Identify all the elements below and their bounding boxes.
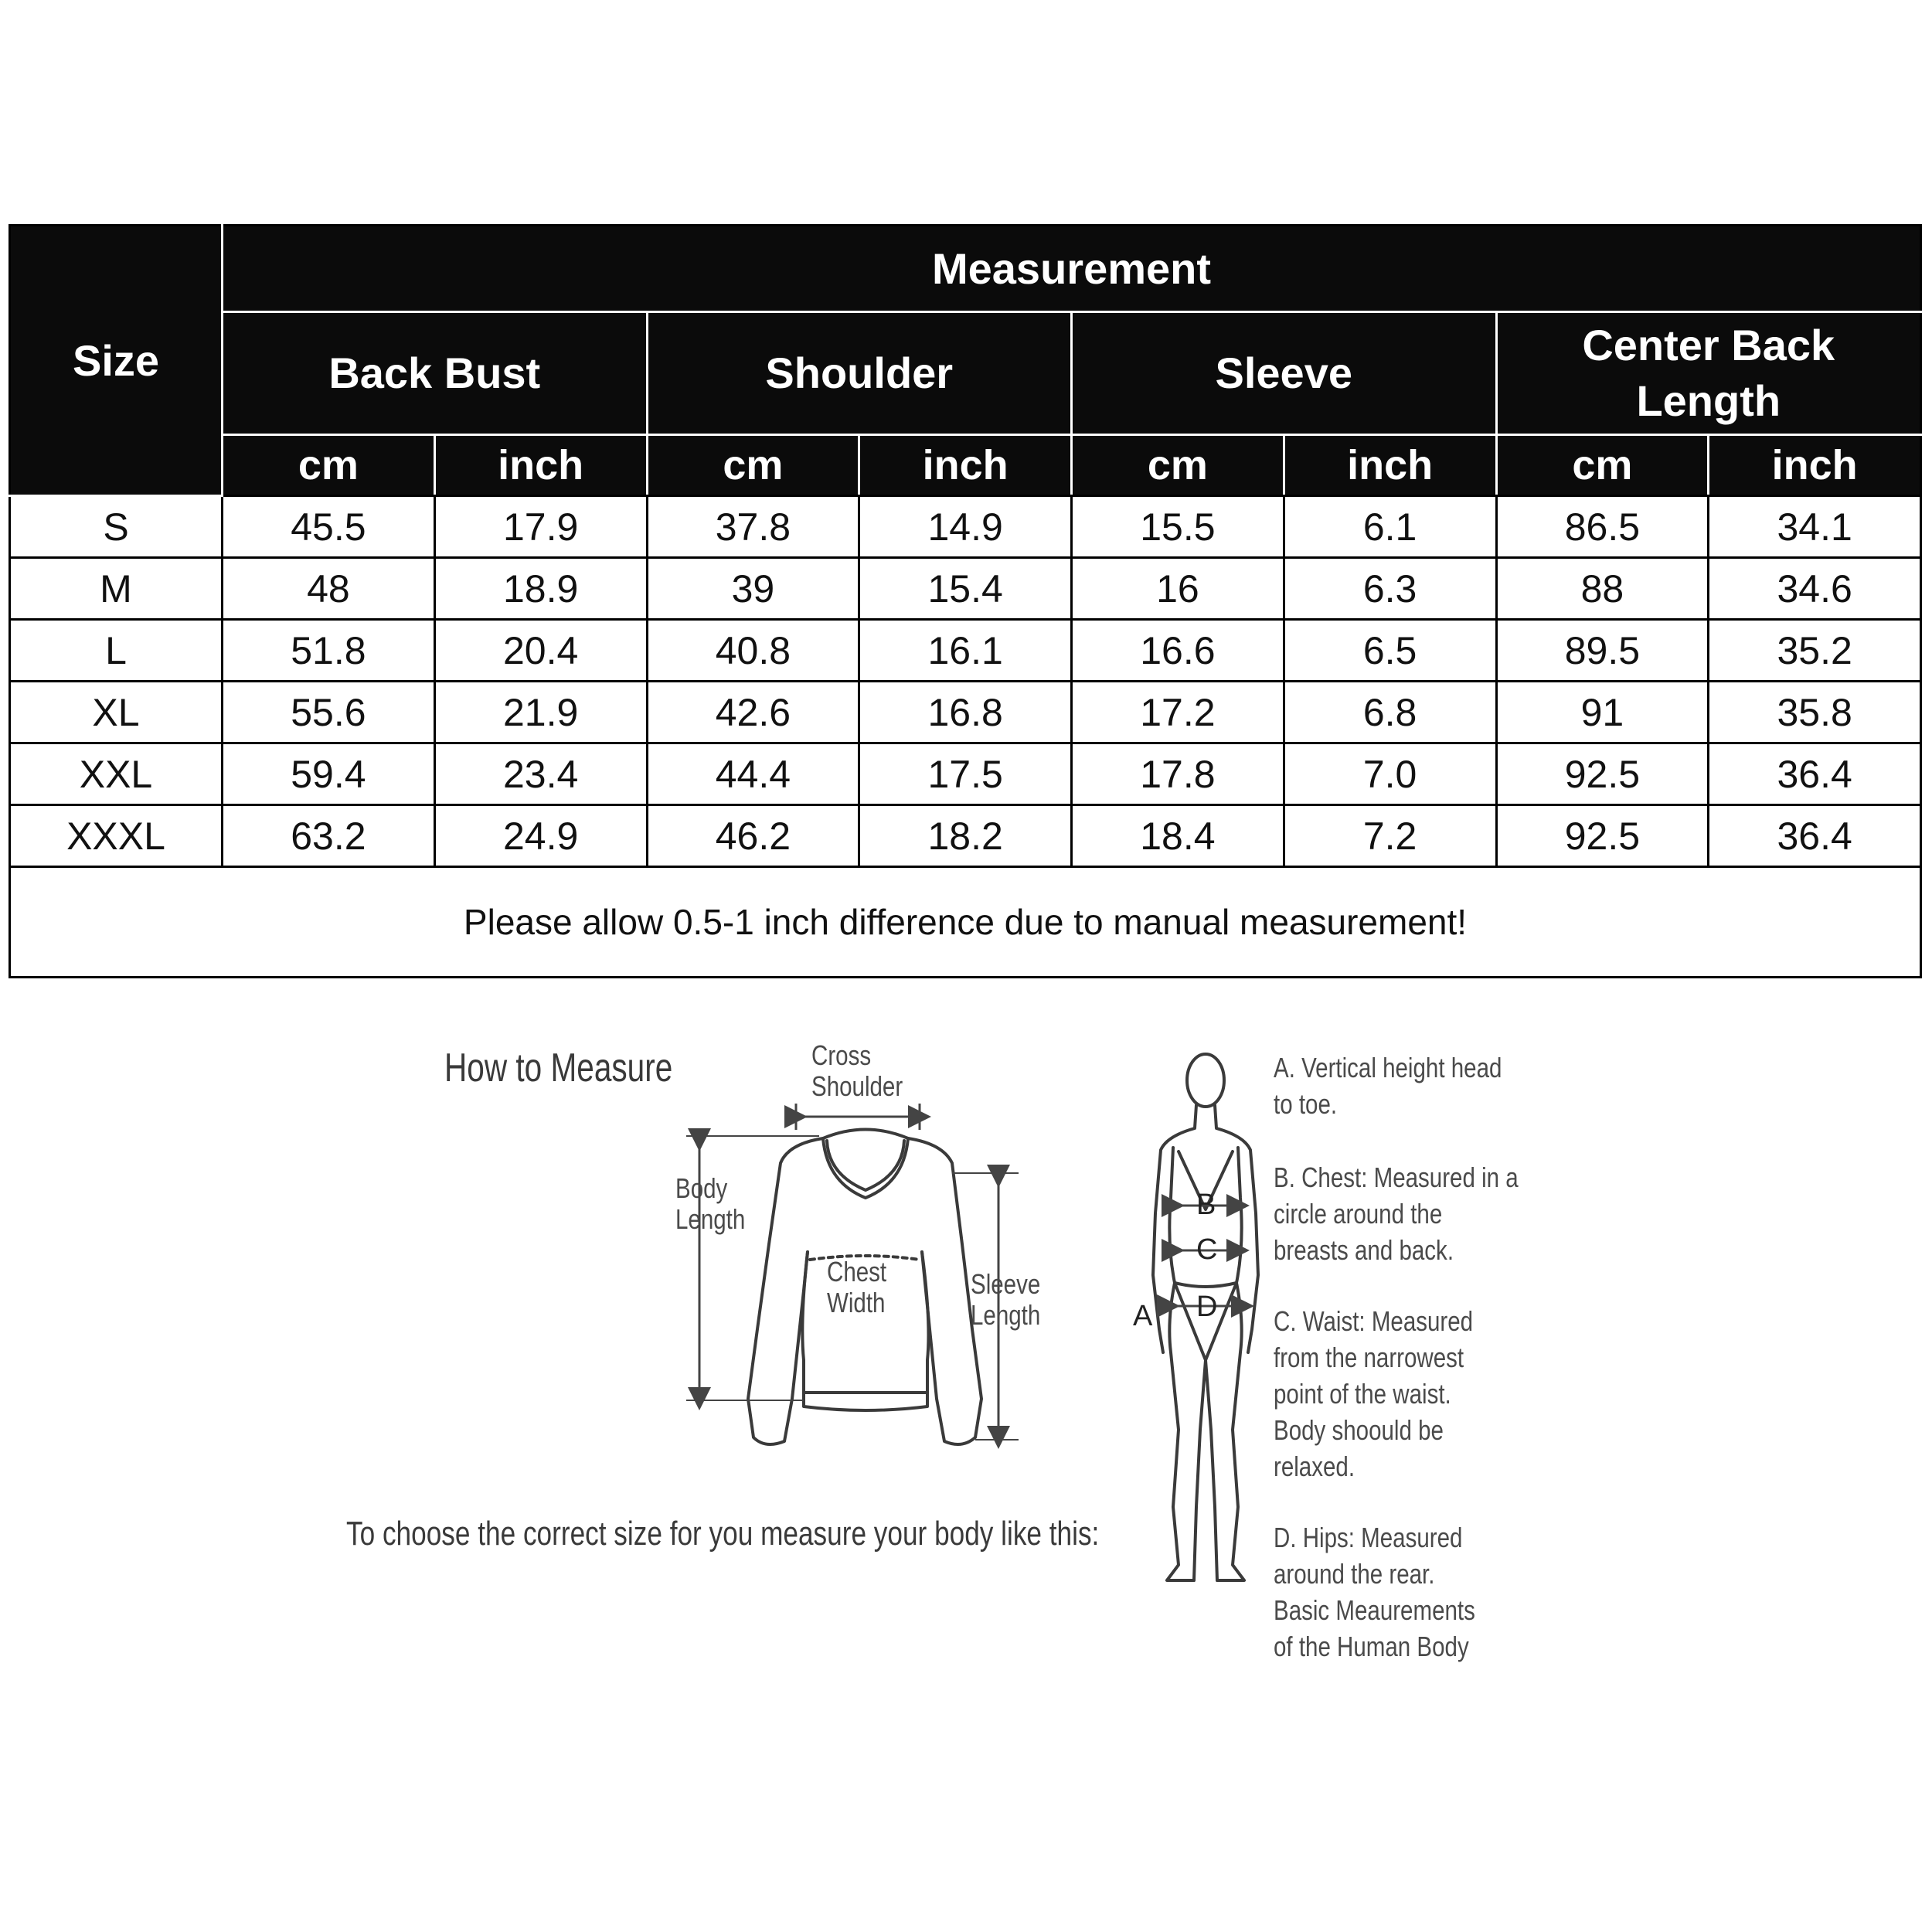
value-cell: 91: [1496, 682, 1709, 743]
value-cell: 6.5: [1284, 620, 1496, 682]
value-cell: 36.4: [1709, 805, 1921, 867]
value-cell: 86.5: [1496, 496, 1709, 558]
value-cell: 16.6: [1072, 620, 1284, 682]
letter-b: B: [1196, 1189, 1216, 1221]
unit-header: cm: [223, 435, 435, 496]
size-cell: XXL: [10, 743, 223, 805]
letter-a: A: [1133, 1300, 1153, 1332]
value-cell: 17.2: [1072, 682, 1284, 743]
value-cell: 45.5: [223, 496, 435, 558]
value-cell: 92.5: [1496, 805, 1709, 867]
value-cell: 46.2: [647, 805, 859, 867]
value-cell: 44.4: [647, 743, 859, 805]
chest-width-label: Chest Width: [827, 1256, 887, 1318]
value-cell: 20.4: [434, 620, 647, 682]
note-b-chest: B. Chest: Measured in a circle around the breasts and back.: [1274, 1162, 1519, 1266]
size-cell: L: [10, 620, 223, 682]
measurement-note: Please allow 0.5-1 inch difference due to manual measurement!: [10, 867, 1921, 978]
value-cell: 34.6: [1709, 558, 1921, 620]
value-cell: 7.0: [1284, 743, 1496, 805]
group-header: Shoulder: [647, 312, 1072, 435]
unit-header: cm: [1496, 435, 1709, 496]
value-cell: 36.4: [1709, 743, 1921, 805]
size-cell: S: [10, 496, 223, 558]
measurement-illustrations: [0, 997, 1932, 1692]
value-cell: 37.8: [647, 496, 859, 558]
value-cell: 7.2: [1284, 805, 1496, 867]
value-cell: 17.8: [1072, 743, 1284, 805]
how-to-measure-title: How to Measure: [444, 1046, 673, 1090]
measurement-header: Measurement: [223, 226, 1921, 312]
letter-c: C: [1196, 1233, 1218, 1266]
value-cell: 35.8: [1709, 682, 1921, 743]
table-row: [10, 620, 1921, 682]
unit-header: inch: [1284, 435, 1496, 496]
value-cell: 17.9: [434, 496, 647, 558]
unit-header: cm: [1072, 435, 1284, 496]
value-cell: 18.4: [1072, 805, 1284, 867]
unit-header: inch: [434, 435, 647, 496]
unit-header: inch: [859, 435, 1072, 496]
value-cell: 21.9: [434, 682, 647, 743]
table-row: [10, 805, 1921, 867]
value-cell: 39: [647, 558, 859, 620]
value-cell: 16: [1072, 558, 1284, 620]
value-cell: 51.8: [223, 620, 435, 682]
value-cell: 40.8: [647, 620, 859, 682]
letter-d: D: [1196, 1291, 1218, 1323]
value-cell: 17.5: [859, 743, 1072, 805]
value-cell: 18.9: [434, 558, 647, 620]
value-cell: 14.9: [859, 496, 1072, 558]
value-cell: 88: [1496, 558, 1709, 620]
table-row: [10, 682, 1921, 743]
sleeve-length-label: Sleeve Length: [971, 1268, 1041, 1331]
size-chart-table: [9, 224, 1922, 978]
value-cell: 18.2: [859, 805, 1072, 867]
value-cell: 48: [223, 558, 435, 620]
unit-header: cm: [647, 435, 859, 496]
how-to-measure-guide: [0, 997, 1932, 1692]
note-d-hips: D. Hips: Measured around the rear. Basic Meaurements of the Human Body: [1274, 1522, 1475, 1662]
cross-shoulder-label: Cross Shoulder: [811, 1039, 903, 1102]
value-cell: 6.1: [1284, 496, 1496, 558]
size-cell: M: [10, 558, 223, 620]
table-row: [10, 558, 1921, 620]
value-cell: 35.2: [1709, 620, 1921, 682]
value-cell: 55.6: [223, 682, 435, 743]
group-header: Sleeve: [1072, 312, 1497, 435]
size-cell: XXXL: [10, 805, 223, 867]
instruction-text: To choose the correct size for you measure your body like this:: [346, 1515, 1100, 1553]
note-a-height: A. Vertical height head to toe.: [1274, 1052, 1502, 1120]
size-cell: XL: [10, 682, 223, 743]
size-column-header: Size: [10, 226, 223, 496]
value-cell: 6.3: [1284, 558, 1496, 620]
group-header: Back Bust: [223, 312, 648, 435]
value-cell: 89.5: [1496, 620, 1709, 682]
table-row: [10, 496, 1921, 558]
value-cell: 16.1: [859, 620, 1072, 682]
unit-header: inch: [1709, 435, 1921, 496]
value-cell: 15.5: [1072, 496, 1284, 558]
value-cell: 16.8: [859, 682, 1072, 743]
value-cell: 34.1: [1709, 496, 1921, 558]
group-header: Center Back Length: [1496, 312, 1921, 435]
value-cell: 63.2: [223, 805, 435, 867]
body-length-label: Body Length: [675, 1172, 746, 1235]
value-cell: 92.5: [1496, 743, 1709, 805]
note-c-waist: C. Waist: Measured from the narrowest point of the waist. Body shoould be relaxed.: [1274, 1305, 1474, 1482]
value-cell: 59.4: [223, 743, 435, 805]
table-row: [10, 743, 1921, 805]
value-cell: 24.9: [434, 805, 647, 867]
value-cell: 42.6: [647, 682, 859, 743]
value-cell: 23.4: [434, 743, 647, 805]
value-cell: 15.4: [859, 558, 1072, 620]
value-cell: 6.8: [1284, 682, 1496, 743]
